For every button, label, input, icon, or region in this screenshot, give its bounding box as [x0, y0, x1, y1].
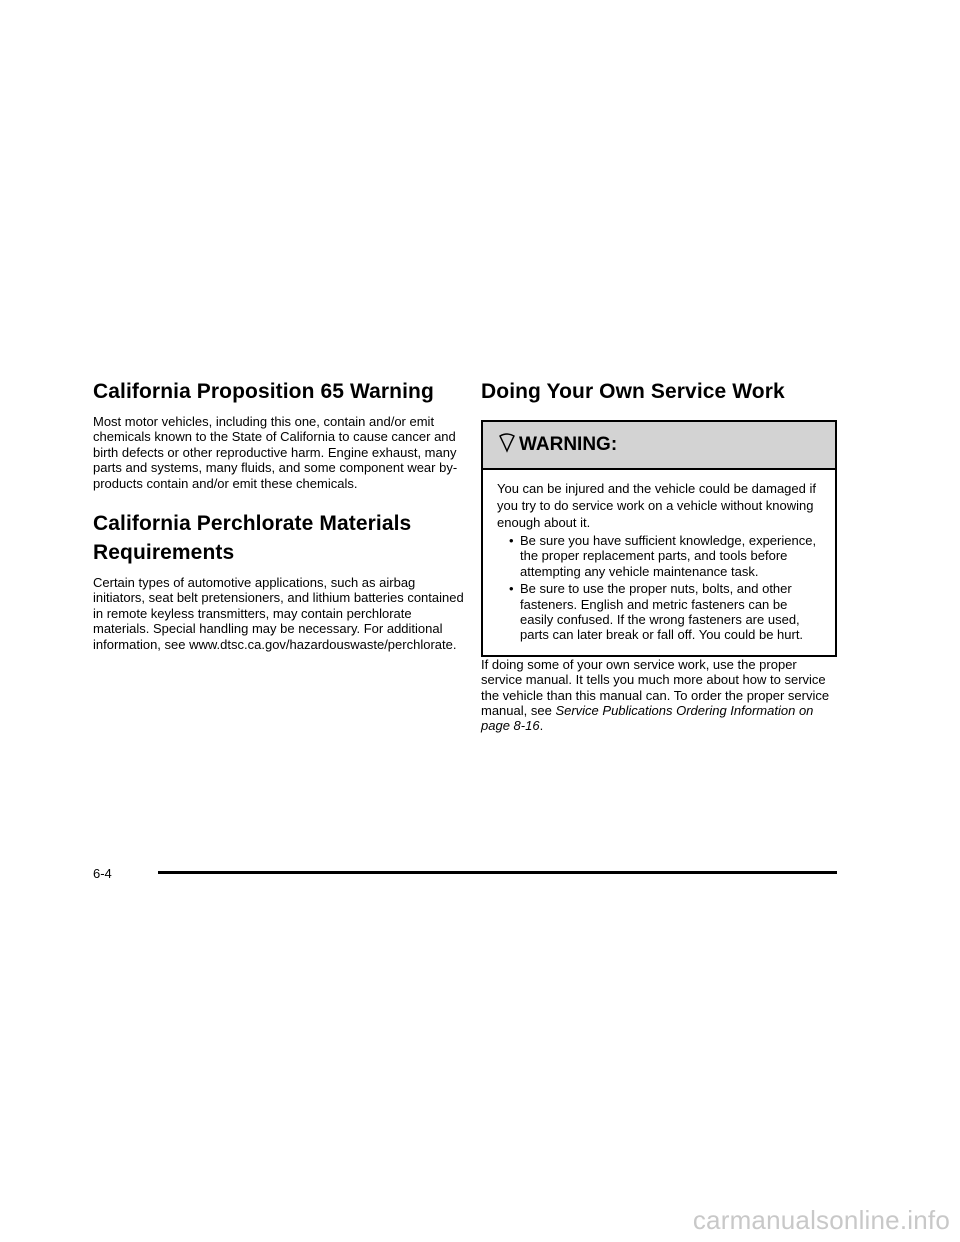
- warning-symbol-icon: [497, 433, 517, 453]
- service-publications-reference[interactable]: Service Publications Ordering Information on page 8-16: [481, 703, 814, 734]
- service-manual-text: If doing some of your own service work, use the proper service manual. It tells you much more about how to service the vehicle than this manual can. To order the proper service manual, see: [481, 656, 830, 719]
- watermark: carmanualsonline.info: [692, 1205, 950, 1235]
- warning-bullet-text: Be sure to use the proper nuts, bolts, and other fasteners. English and metric fasteners can be easily confused. If the wrong fasteners are used, parts can later break or fall off. You could be hurt.: [520, 581, 804, 643]
- warning-bullet: [497, 581, 821, 643]
- right-column: [481, 378, 837, 734]
- perchlorate-body: Certain types of automotive applications, such as airbag initiators, seat belt pretensioners, and lithium batteries contained in remote keyless transmitters, may contain perchlorate materials. Special handling may be necessary. For additional information, see www.dtsc.ca.gov/hazardouswaste/perchlorate.: [93, 575, 464, 652]
- warning-intro: You can be injured and the vehicle could be damaged if you try to do service work on a vehicle without knowing enough about it.: [497, 481, 816, 530]
- service-manual-paragraph: [481, 657, 837, 734]
- prop65-body: Most motor vehicles, including this one, contain and/or emit chemicals known to the State of California to cause cancer and birth defects or other reproductive harm. Engine exhaust, many parts and systems, many fluids, and some component wear by-products contain and/or emit these chemicals.: [93, 414, 458, 491]
- bullet-dot-icon: •: [509, 533, 514, 548]
- warning-bullet-text: Be sure you have sufficient knowledge, experience, the proper replacement parts, and tools before attempting any vehicle maintenance task.: [520, 533, 817, 579]
- warning-header: [483, 422, 835, 470]
- service-manual-end: .: [539, 718, 544, 734]
- warning-body: [483, 470, 835, 655]
- footer-rule: [158, 871, 837, 874]
- left-column: [93, 378, 465, 652]
- perchlorate-heading: California Perchlorate Materials Requirements: [93, 512, 412, 565]
- bullet-dot-icon: •: [509, 581, 514, 597]
- prop65-heading: California Proposition 65 Warning: [93, 380, 434, 403]
- warning-bullet: [497, 533, 821, 579]
- service-work-heading: Doing Your Own Service Work: [481, 380, 785, 403]
- page-number: 6-4: [93, 866, 112, 881]
- warning-title: WARNING:: [519, 434, 618, 455]
- warning-box: [481, 420, 837, 657]
